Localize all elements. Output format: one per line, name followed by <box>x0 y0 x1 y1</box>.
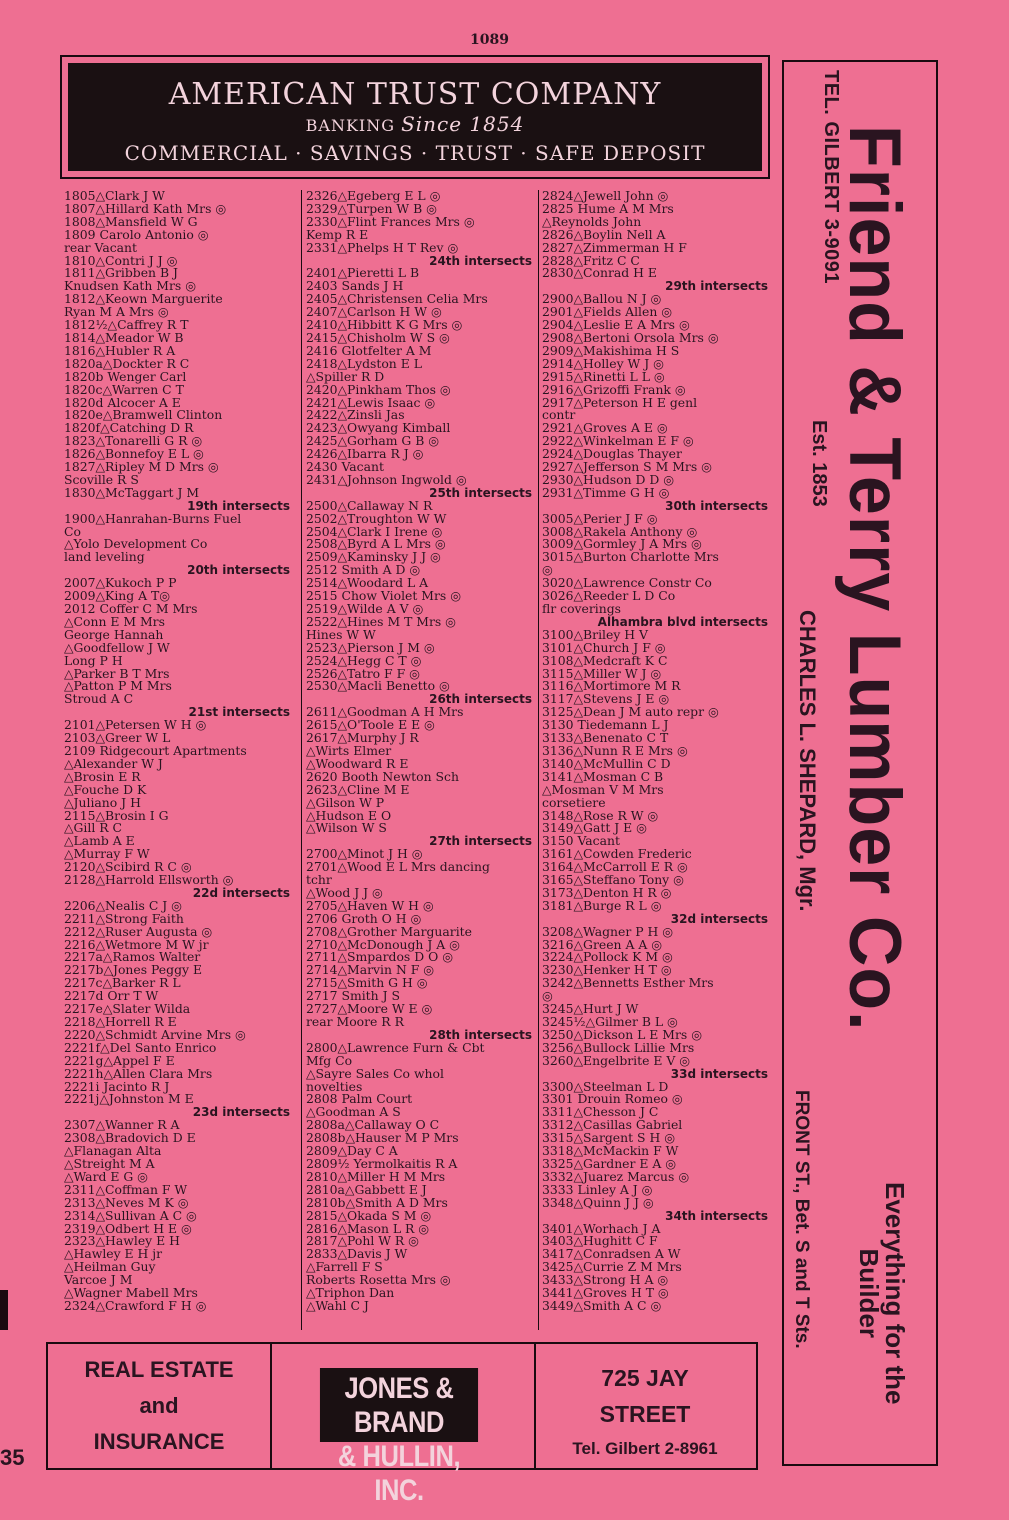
ad-banking-since: Since 1854 <box>401 112 525 136</box>
directory-entry: 2508△Byrd A L Mrs ◎ <box>306 536 446 552</box>
directory-entry: 3208△Wagner P H ◎ <box>542 923 674 939</box>
directory-entry: 2221h△Allen Clara Mrs <box>64 1065 213 1081</box>
directory-entry: 2711△Smpardos D O ◎ <box>306 949 454 965</box>
directory-entry: 1820e△Bramwell Clinton <box>64 407 223 423</box>
directory-entry: △Sayre Sales Co whol <box>306 1065 444 1081</box>
directory-entry: 2924△Douglas Thayer <box>542 446 682 462</box>
directory-entry: 3256△Bullock Lillie Mrs <box>542 1039 695 1055</box>
directory-entry: △Ward E G ◎ <box>64 1168 148 1184</box>
directory-entry: 2916△Grizoffi Frank ◎ <box>542 381 686 397</box>
directory-entry: △Mosman V M Mrs <box>542 781 664 797</box>
directory-entry: 2430 Vacant <box>306 459 384 475</box>
cross-street-heading: 33d intersects <box>670 1066 768 1081</box>
directory-entry: 1814△Meador W B <box>64 329 184 345</box>
lumber-ad-established: Est. 1853 <box>808 420 830 507</box>
directory-entry: Varcoe J M <box>64 1272 133 1288</box>
ad-banking-prefix: BANKING <box>305 116 402 135</box>
bottom-ad-and: and <box>139 1393 179 1418</box>
directory-entry: 3020△Lawrence Constr Co <box>542 575 712 591</box>
directory-entry: △Goodman A S <box>306 1104 401 1120</box>
directory-entry: 1826△Bonnefoy E L ◎ <box>64 446 204 462</box>
directory-entry: 1830△McTaggart J M <box>64 484 200 500</box>
directory-entry: 2217c△Barker R L <box>64 975 181 991</box>
directory-entry: Co <box>64 523 81 539</box>
cross-street-heading: 30th intersects <box>665 498 768 513</box>
directory-entry: 3242△Bennetts Esther Mrs <box>542 975 714 991</box>
logo-line-2: & HULLIN, INC. <box>337 1440 461 1507</box>
directory-entry: 3133△Benenato C T <box>542 730 669 746</box>
directory-entry: 2220△Schmidt Arvine Mrs ◎ <box>64 1026 246 1042</box>
directory-entry: 2914△Holley W J ◎ <box>542 355 664 371</box>
directory-entry: 2009△King A T◎ <box>64 588 171 604</box>
directory-entry: 3100△Briley H V <box>542 626 648 642</box>
directory-entry: 1812△Keown Marguerite <box>64 291 223 307</box>
directory-entry: land leveling <box>64 549 145 565</box>
directory-entry: 2514△Woodard L A <box>306 575 429 591</box>
directory-entry: 2323△Hawley E H <box>64 1233 180 1249</box>
lumber-ad-location: FRONT ST., Bet. S and T Sts. <box>791 1090 812 1349</box>
directory-entry: 2623△Cline M E <box>306 781 410 797</box>
directory-entry: 2931△Timme G H ◎ <box>542 484 670 500</box>
ad-banking-line <box>68 111 762 139</box>
directory-entry: 1812½△Caffrey R T <box>64 317 189 333</box>
directory-entry: 2808a△Callaway O C <box>306 1117 440 1133</box>
directory-entry: 2611△Goodman A H Mrs <box>306 704 464 720</box>
directory-entry: 1820d Alcocer A E <box>64 394 181 410</box>
directory-entry: 3141△Mosman C B <box>542 768 664 784</box>
directory-entry: △Patton P M Mrs <box>64 678 172 694</box>
directory-entry: Ryan M A Mrs ◎ <box>64 304 169 320</box>
cross-street-heading: 32d intersects <box>670 911 768 926</box>
directory-entry: 2717 Smith J S <box>306 988 400 1004</box>
directory-entry: 2810a△Gabbett E J <box>306 1181 427 1197</box>
directory-column-1 <box>64 190 304 1313</box>
directory-entry: 2809△Day C A <box>306 1143 398 1159</box>
bottom-ad-left <box>48 1344 272 1468</box>
directory-entry: 2900△Ballou N J ◎ <box>542 291 662 307</box>
directory-entry: 3149△Gatt J E ◎ <box>542 820 647 836</box>
directory-entry: 2319△Odbert H E ◎ <box>64 1220 192 1236</box>
directory-entry: 2216△Wetmore M W jr <box>64 936 209 952</box>
directory-entry: 3318△McMackin F W <box>542 1143 679 1159</box>
directory-entry: 3216△Green A A ◎ <box>542 936 663 952</box>
directory-entry: △Yolo Development Co <box>64 536 208 552</box>
directory-entry: 2927△Jefferson S M Mrs ◎ <box>542 459 712 475</box>
directory-entry: 2921△Groves A E ◎ <box>542 420 668 436</box>
directory-entry: 2915△Rinetti L L ◎ <box>542 368 665 384</box>
directory-entry: 2405△Christensen Celia Mrs <box>306 291 488 307</box>
directory-entry: 2218△Horrell R E <box>64 1014 177 1029</box>
directory-entry: 2500△Callaway N R <box>306 497 433 513</box>
directory-entry: 2221j△Johnston M E <box>64 1091 194 1107</box>
directory-entry: flr coverings <box>542 601 622 616</box>
directory-entry: 1900△Hanrahan-Burns Fuel <box>64 510 242 526</box>
directory-entry: 3312△Casillas Gabriel <box>542 1117 683 1133</box>
directory-entry: 2620 Booth Newton Sch <box>306 768 459 784</box>
directory-entry: 2331△Phelps H T Rev ◎ <box>306 239 459 255</box>
directory-entry: 2326△Egeberg E L ◎ <box>306 188 441 203</box>
directory-entry: 2431△Johnson Ingwold ◎ <box>306 471 467 487</box>
bottom-ad-right <box>534 1344 756 1468</box>
bottom-ad-street: STREET <box>599 1401 691 1427</box>
directory-entry: 2809½ Yermolkaitis R A <box>306 1155 458 1171</box>
directory-entry: Hines W W <box>306 626 376 642</box>
directory-entry: 2211△Strong Faith <box>64 910 184 926</box>
directory-entry: △Hawley E H jr <box>64 1246 163 1262</box>
lumber-ad-slogan-line-1: Everything for the <box>880 1182 910 1405</box>
directory-entry: 3245△Hurt J W <box>542 1001 639 1017</box>
directory-entry: 2930△Hudson D D ◎ <box>542 471 675 487</box>
lumber-ad-manager: CHARLES L. SHEPARD, Mgr. <box>795 610 820 912</box>
directory-entry: △Lamb A E <box>64 833 135 849</box>
directory-entry: 2715△Smith G H ◎ <box>306 975 428 991</box>
directory-entry: 3009△Gormley J A Mrs ◎ <box>542 536 702 552</box>
american-trust-ad <box>60 55 770 179</box>
directory-entry: 2426△Ibarra R J ◎ <box>306 446 424 462</box>
bottom-ad-center <box>272 1344 536 1507</box>
directory-entry: Roberts Rosetta Mrs ◎ <box>306 1272 451 1288</box>
directory-entry: 2423△Owyang Kimball <box>306 420 451 436</box>
directory-entry: 2615△O'Toole E E ◎ <box>306 717 435 733</box>
directory-entry: △Flanagan Alta <box>64 1143 162 1159</box>
directory-entry: 2504△Clark I Irene ◎ <box>306 523 443 539</box>
directory-entry: 3311△Chesson J C <box>542 1104 659 1120</box>
directory-entry: rear Moore R R <box>306 1014 404 1029</box>
directory-entry: △Gilson W P <box>306 794 385 810</box>
jones-brand-hullin-ad <box>46 1342 758 1507</box>
cross-street-heading: 27th intersects <box>429 834 532 849</box>
directory-entry: 2415△Chisholm W S ◎ <box>306 329 450 345</box>
directory-entry: 2810△Miller H M Mrs <box>306 1168 446 1184</box>
cross-street-heading: 21st intersects <box>188 705 290 720</box>
directory-entry: 2416 Glotfelter A M <box>306 342 432 358</box>
page-edge-tab <box>0 1290 8 1330</box>
directory-column-2 <box>306 190 546 1313</box>
directory-entry: 3136△Nunn R E Mrs ◎ <box>542 742 688 758</box>
directory-entry: 2917△Peterson H E genl <box>542 394 698 410</box>
lumber-ad-slogan-line-2: Builder <box>854 1248 884 1339</box>
directory-entry: △Wahl C J <box>306 1297 369 1313</box>
directory-entry: 2221f△Del Santo Enrico <box>64 1039 217 1055</box>
directory-entry: 3224△Pollock K M ◎ <box>542 949 673 965</box>
directory-entry: △Reynolds John <box>542 213 642 229</box>
directory-entry: 2109 Ridgecourt Apartments <box>64 742 247 758</box>
directory-entry: 2314△Sullivan A C ◎ <box>64 1207 197 1223</box>
directory-entry: 2700△Minot J H ◎ <box>306 846 423 862</box>
cross-street-heading: 26th intersects <box>429 692 532 707</box>
directory-entry: corsetiere <box>542 794 606 810</box>
directory-entry: △Wilson W S <box>306 820 387 836</box>
directory-entry: △Goodfellow J W <box>64 639 170 655</box>
directory-entry: 2523△Pierson J M ◎ <box>306 639 435 655</box>
directory-entry: 3401△Worhach J A <box>542 1220 661 1236</box>
directory-entry: 2311△Coffman F W <box>64 1181 188 1197</box>
cross-street-heading: 29th intersects <box>665 279 768 294</box>
directory-entry: 2101△Petersen W H ◎ <box>64 717 207 733</box>
cross-street-heading: 28th intersects <box>429 1027 532 1042</box>
directory-entry: 3245½△Gilmer B L ◎ <box>542 1014 678 1029</box>
directory-entry: △Streight M A <box>64 1155 155 1171</box>
directory-entry: 1820b Wenger Carl <box>64 368 187 384</box>
directory-entry: 2410△Hibbitt K G Mrs ◎ <box>306 317 463 333</box>
directory-entry: △Murray F W <box>64 846 150 862</box>
directory-entry: Knudsen Kath Mrs ◎ <box>64 278 197 294</box>
directory-entry: 3115△Miller W J ◎ <box>542 665 662 681</box>
directory-entry: 3005△Perier J F ◎ <box>542 510 658 526</box>
directory-column-3 <box>542 190 782 1313</box>
bottom-ad-telephone: Tel. Gilbert 2-8961 <box>572 1439 718 1458</box>
directory-entry: 3433△Strong H A ◎ <box>542 1272 669 1288</box>
directory-entry: 3260△Engelbrite E V ◎ <box>542 1052 691 1068</box>
directory-entry: 1827△Ripley M D Mrs ◎ <box>64 459 219 475</box>
directory-entry: George Hannah <box>64 626 164 642</box>
directory-entry: 2502△Troughton W W <box>306 510 447 526</box>
directory-entry: 3325△Gardner E A ◎ <box>542 1155 677 1171</box>
directory-entry: 1808△Mansfield W G <box>64 213 198 229</box>
directory-entry: 3148△Rose R W ◎ <box>542 807 659 823</box>
directory-entry: 3130 Tiedemann L J <box>542 717 669 733</box>
directory-entry: 2221i Jacinto R J <box>64 1078 170 1094</box>
directory-entry: 2816△Mason L R ◎ <box>306 1220 430 1236</box>
directory-entry: 2519△Wilde A V ◎ <box>306 601 424 616</box>
directory-entry: 3315△Sargent S H ◎ <box>542 1130 676 1146</box>
directory-entry: Kemp R E <box>306 226 369 242</box>
directory-entry: 3449△Smith A C ◎ <box>542 1297 662 1313</box>
lumber-ad-slogan <box>856 1182 908 1404</box>
directory-entry: 2824△Jewell John ◎ <box>542 188 669 203</box>
jones-brand-hullin-logo <box>320 1368 478 1507</box>
directory-entry: 2727△Moore W E ◎ <box>306 1001 433 1017</box>
bottom-ad-insurance: INSURANCE <box>93 1429 225 1454</box>
directory-entry: 2710△McDonough J A ◎ <box>306 936 460 952</box>
directory-entry: 2212△Ruser Augusta ◎ <box>64 923 213 939</box>
directory-entry: 3230△Henker H T ◎ <box>542 962 672 978</box>
directory-entry: 2701△Wood E L Mrs dancing <box>306 859 490 875</box>
directory-entry: △Triphon Dan <box>306 1285 395 1301</box>
directory-entry: 3125△Dean J M auto repr ◎ <box>542 704 719 720</box>
directory-entry: 3116△Mortimore M R <box>542 678 681 694</box>
directory-entry: 2708△Grother Marguarite <box>306 923 472 939</box>
directory-entry: 3403△Hughitt C F <box>542 1233 658 1249</box>
directory-entry: 2526△Tatro F F ◎ <box>306 665 420 681</box>
directory-entry: △Alexander W J <box>64 755 163 771</box>
directory-entry: 2217b△Jones Peggy E <box>64 962 202 978</box>
directory-entry: 2509△Kaminsky J J ◎ <box>306 549 441 565</box>
lumber-ad-telephone: TEL. GILBERT 3-9091 <box>820 70 842 284</box>
directory-entry: 2714△Marvin N F ◎ <box>306 962 435 978</box>
directory-entry: 3165△Steffano Tony ◎ <box>542 872 684 888</box>
bottom-page-fragment: 35 <box>0 1445 25 1470</box>
directory-entry: 2512 Smith A D ◎ <box>306 562 421 578</box>
directory-entry: 2833△Davis J W <box>306 1246 408 1262</box>
directory-entry: 3150 Vacant <box>542 833 620 849</box>
directory-entry: 3008△Rakela Anthony ◎ <box>542 523 698 539</box>
cross-street-heading: 19th intersects <box>187 498 290 513</box>
directory-entry: △Spiller R D <box>306 368 385 384</box>
directory-entry: 1820a△Dockter R C <box>64 355 190 371</box>
directory-entry: ◎ <box>542 988 553 1004</box>
directory-entry: 2418△Lydston E L <box>306 355 422 371</box>
directory-entry: 3161△Cowden Frederic <box>542 846 692 862</box>
directory-entry: 1816△Hubler R A <box>64 342 176 358</box>
directory-entry: △Gill R C <box>64 820 123 836</box>
directory-entry: 3348△Quinn J J ◎ <box>542 1194 654 1210</box>
directory-entry: 3140△McMullin C D <box>542 755 671 771</box>
directory-entry: Stroud A C <box>64 691 134 707</box>
ad-banner <box>68 63 762 171</box>
directory-entry: 2524△Hegg C T ◎ <box>306 652 422 668</box>
directory-entry: △Brosin E R <box>64 768 141 784</box>
directory-entry: 2901△Fields Allen ◎ <box>542 304 673 320</box>
directory-entry: 3301 Drouin Romeo ◎ <box>542 1091 683 1107</box>
directory-entry: 2401△Pieretti L B <box>306 265 420 281</box>
directory-entry: 2330△Flint Frances Mrs ◎ <box>306 213 475 229</box>
directory-entry: 3300△Steelman L D <box>542 1078 669 1094</box>
directory-entry: 2808b△Hauser M P Mrs <box>306 1130 459 1146</box>
directory-entry: 2828△Fritz C C <box>542 252 640 268</box>
directory-entry: 2206△Nealis C J ◎ <box>64 897 182 913</box>
cross-street-heading: 23d intersects <box>192 1105 290 1120</box>
directory-entry: ◎ <box>542 562 553 578</box>
directory-entry: 3425△Currie Z M Mrs <box>542 1259 682 1275</box>
page-number: 1089 <box>470 32 509 48</box>
directory-entry: △Conn E M Mrs <box>64 613 165 629</box>
directory-entry: △Woodward R E <box>306 755 409 771</box>
directory-entry: △Wirts Elmer <box>306 742 392 758</box>
directory-entry: 2217e△Slater Wilda <box>64 1001 191 1017</box>
directory-entry: 3181△Burge R L ◎ <box>542 897 662 913</box>
directory-entry: 2827△Zimmerman H F <box>542 239 687 255</box>
directory-entry: 3333 Linley A J ◎ <box>542 1181 653 1197</box>
directory-entry: 3173△Denton H R ◎ <box>542 884 672 900</box>
directory-entry: 2217d Orr T W <box>64 988 159 1004</box>
directory-entry: Long P H <box>64 652 123 668</box>
ad-company-name: AMERICAN TRUST COMPANY <box>168 77 662 112</box>
directory-entry: 2217a△Ramos Walter <box>64 949 201 965</box>
ad-services: COMMERCIAL · SAVINGS · TRUST · SAFE DEPOSIT <box>124 141 706 165</box>
directory-entry: 3101△Church J F ◎ <box>542 639 666 655</box>
directory-entry: △Farrell F S <box>306 1259 383 1275</box>
directory-entry: 2012 Coffer C M Mrs <box>64 601 198 616</box>
directory-entry: 2617△Murphy J R <box>306 730 419 746</box>
directory-entry: 2515 Chow Violet Mrs ◎ <box>306 588 462 604</box>
directory-entry: 3332△Juarez Marcus ◎ <box>542 1168 690 1184</box>
directory-entry: 2522△Hines M T Mrs ◎ <box>306 613 456 629</box>
directory-entry: 2908△Bertoni Orsola Mrs ◎ <box>542 329 719 345</box>
directory-entry: 2817△Pohl W R ◎ <box>306 1233 419 1249</box>
directory-entry: 1820c△Warren C T <box>64 381 184 397</box>
directory-entry: 2007△Kukoch P P <box>64 575 177 591</box>
directory-entry: 3108△Medcraft K C <box>542 652 668 668</box>
directory-entry: 1820f△Catching D R <box>64 420 194 436</box>
directory-entry: 2705△Haven W H ◎ <box>306 897 434 913</box>
directory-entry: 2313△Neves M K ◎ <box>64 1194 189 1210</box>
directory-entry: 3250△Dickson L E Mrs ◎ <box>542 1026 703 1042</box>
directory-entry: 2420△Pinkham Thos ◎ <box>306 381 451 397</box>
directory-entry: 2115△Brosin I G <box>64 807 169 823</box>
directory-entry: 1810△Contri J J ◎ <box>64 252 178 268</box>
cross-street-heading: 20th intersects <box>187 563 290 578</box>
directory-entry: 2324△Crawford F H ◎ <box>64 1297 207 1313</box>
directory-entry: 1807△Hillard Kath Mrs ◎ <box>64 200 227 216</box>
directory-entry: 3117△Stevens J E ◎ <box>542 691 670 707</box>
directory-entry: 1809 Carolo Antonio ◎ <box>64 226 209 242</box>
directory-entry: 2308△Bradovich D E <box>64 1130 196 1146</box>
directory-entry: 2808 Palm Court <box>306 1091 413 1107</box>
directory-entry: 3015△Burton Charlotte Mrs <box>542 549 719 565</box>
directory-entry: rear Vacant <box>64 239 137 255</box>
directory-entry: Scoville R S <box>64 471 139 487</box>
directory-entry: 2909△Makishima H S <box>542 342 680 358</box>
directory-entry: tchr <box>306 872 332 888</box>
directory-entry: contr <box>542 407 576 423</box>
directory-entry: 2826△Boylin Nell A <box>542 226 666 242</box>
directory-entry: △Fouche D K <box>64 781 147 797</box>
directory-entry: 3164△McCarroll E R ◎ <box>542 859 688 875</box>
directory-entry: 3417△Conradsen A W <box>542 1246 681 1262</box>
directory-entry: 2422△Zinsli Jas <box>306 407 405 423</box>
directory-entry: Mfg Co <box>306 1052 353 1068</box>
logo-line-1: JONES & BRAND <box>344 1372 454 1439</box>
directory-entry: 1811△Gribben B J <box>64 265 178 281</box>
cross-street-heading: 22d intersects <box>192 885 290 900</box>
cross-street-heading: 24th intersects <box>429 253 532 268</box>
directory-entry: novelties <box>306 1078 363 1094</box>
bottom-ad-street-number: 725 JAY <box>601 1365 689 1391</box>
directory-entry: 2120△Scibird R C ◎ <box>64 859 192 875</box>
directory-entry: 1805△Clark J W <box>64 188 165 203</box>
cross-street-heading: 25th intersects <box>429 485 532 500</box>
directory-entry: 3441△Groves H T ◎ <box>542 1285 669 1301</box>
directory-entry: 2825 Hume A M Mrs <box>542 200 674 216</box>
directory-entry: 2403 Sands J H <box>306 278 404 294</box>
cross-street-heading: 34th intersects <box>665 1208 768 1223</box>
directory-entry: 2530△Macli Benetto ◎ <box>306 678 450 694</box>
directory-entry: 2421△Lewis Isaac ◎ <box>306 394 436 410</box>
directory-entry: 2103△Greer W L <box>64 730 171 746</box>
directory-entry: 2830△Conrad H E <box>542 265 657 281</box>
directory-entry: △Hudson E O <box>306 807 392 823</box>
directory-entry: 2810b△Smith A D Mrs <box>306 1194 448 1210</box>
bottom-ad-real-estate: REAL ESTATE <box>84 1357 234 1382</box>
directory-entry: 2221g△Appel F E <box>64 1052 175 1068</box>
directory-entry: △Wood J J ◎ <box>306 884 383 900</box>
cross-street-heading: Alhambra blvd intersects <box>597 614 768 629</box>
directory-entry: 2307△Wanner R A <box>64 1117 180 1133</box>
directory-entry: 2329△Turpen W B ◎ <box>306 200 437 216</box>
directory-entry: 2800△Lawrence Furn & Cbt <box>306 1039 485 1055</box>
directory-entry: 2904△Leslie E A Mrs ◎ <box>542 317 690 333</box>
directory-entry: 2425△Gorham G B ◎ <box>306 433 440 449</box>
directory-entry: 2706 Groth O H ◎ <box>306 910 422 926</box>
directory-entry: △Heilman Guy <box>64 1259 156 1275</box>
directory-entry: △Wagner Mabell Mrs <box>64 1285 198 1301</box>
directory-entry: △Parker B T Mrs <box>64 665 170 681</box>
lumber-ad-company-name: Friend & Terry Lumber Co. <box>834 125 917 1032</box>
directory-entry: △Juliano J H <box>64 794 141 810</box>
directory-entry: 2922△Winkelman E F ◎ <box>542 433 694 449</box>
directory-entry: 2128△Harrold Ellsworth ◎ <box>64 872 234 888</box>
directory-entry: 2407△Carlson H W ◎ <box>306 304 442 320</box>
directory-entry: 3026△Reeder L D Co <box>542 588 676 604</box>
directory-entry: 1823△Tonarelli G R ◎ <box>64 433 203 449</box>
directory-entry: 2815△Okada S M ◎ <box>306 1207 432 1223</box>
